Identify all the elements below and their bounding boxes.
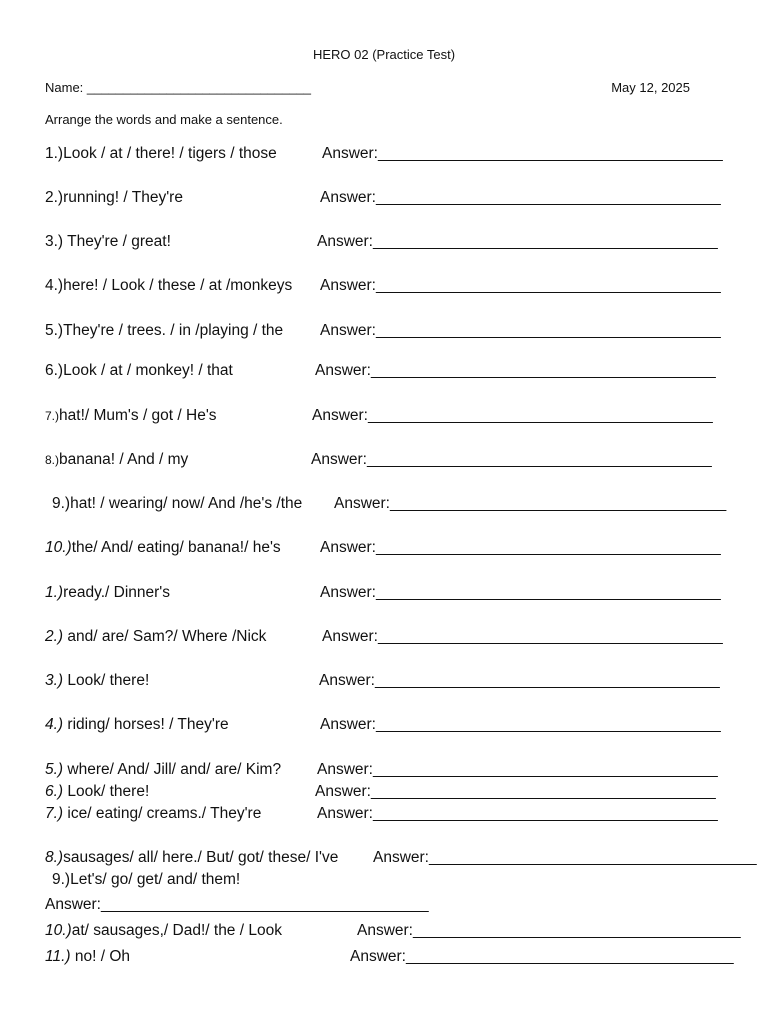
question-item — [45, 584, 170, 602]
scrambled-words: sausages/ all/ here./ But/ got/ these/ I've — [63, 849, 339, 866]
item-number: 6.) — [45, 362, 64, 379]
question-item — [45, 783, 149, 801]
answer-line[interactable]: Answer:______________________________________ — [357, 922, 741, 939]
item-number: 5.) — [45, 322, 64, 339]
scrambled-words: where/ And/ Jill/ and/ are/ Kim? — [67, 761, 282, 778]
question-item — [45, 407, 217, 425]
item-number: 6.) — [45, 783, 68, 800]
scrambled-words: Look / at / monkey! / that — [63, 362, 233, 379]
item-number: 2.) — [45, 628, 68, 645]
answer-line[interactable]: Answer:________________________________________ — [315, 783, 716, 800]
answer-line[interactable]: Answer:________________________________________ — [319, 672, 720, 689]
question-item — [45, 672, 149, 690]
item-number: 7.) — [45, 805, 68, 822]
question-item — [45, 716, 229, 734]
question-item — [45, 539, 281, 557]
answer-line[interactable]: Answer:________________________________________ — [320, 277, 721, 294]
worksheet-title: HERO 02 (Practice Test) — [312, 47, 456, 62]
scrambled-words: here! / Look / these / at /monkeys — [63, 277, 293, 294]
instructions: Arrange the words and make a sentence. — [45, 112, 283, 127]
item-number: 10.) — [45, 539, 72, 556]
question-item — [45, 322, 283, 340]
scrambled-words: banana! / And / my — [59, 451, 189, 468]
question-item — [52, 495, 302, 513]
item-number: 3.) — [45, 672, 68, 689]
answer-line[interactable]: Answer:______________________________________ — [45, 896, 429, 913]
question-item — [45, 922, 282, 940]
item-number: 11.) — [45, 948, 75, 965]
item-number: 3.) — [45, 233, 68, 250]
scrambled-words: Look/ there! — [67, 783, 150, 800]
question-item — [45, 189, 183, 207]
scrambled-words: ready./ Dinner's — [63, 584, 171, 601]
question-item — [45, 761, 281, 779]
item-number: 10.) — [45, 922, 72, 939]
answer-line[interactable]: Answer:________________________________________ — [311, 451, 712, 468]
answer-line[interactable]: Answer:________________________________________ — [312, 407, 713, 424]
item-number: 2.) — [45, 189, 64, 206]
question-item — [52, 871, 240, 889]
answer-line[interactable]: Answer:________________________________________ — [317, 761, 718, 778]
item-number: 1.) — [45, 584, 64, 601]
scrambled-words: running! / They're — [63, 189, 183, 206]
item-number: 4.) — [45, 716, 68, 733]
scrambled-words: hat! / wearing/ now/ And /he's /the — [70, 495, 303, 512]
answer-line[interactable]: Answer:________________________________________ — [317, 233, 718, 250]
name-field[interactable]: Name: _______________________________ — [45, 80, 312, 95]
scrambled-words: Look/ there! — [67, 672, 150, 689]
answer-line[interactable]: Answer:_______________________________________ — [334, 495, 727, 512]
answer-line[interactable]: Answer:________________________________________ — [322, 628, 723, 645]
question-item — [45, 233, 171, 251]
answer-line[interactable]: Answer:________________________________________ — [320, 716, 721, 733]
item-number: 8.) — [45, 849, 64, 866]
scrambled-words: no! / Oh — [74, 948, 131, 965]
scrambled-words: They're / trees. / in /playing / the — [63, 322, 284, 339]
answer-line[interactable]: Answer:______________________________________ — [373, 849, 757, 866]
scrambled-words: riding/ horses! / They're — [67, 716, 229, 733]
item-number: 5.) — [45, 761, 68, 778]
question-item — [45, 145, 277, 163]
scrambled-words: ice/ eating/ creams./ They're — [67, 805, 262, 822]
answer-line[interactable]: Answer:________________________________________ — [320, 322, 721, 339]
scrambled-words: Let's/ go/ get/ and/ them! — [70, 871, 241, 888]
scrambled-words: the/ And/ eating/ banana!/ he's — [71, 539, 281, 556]
item-number: 8.) — [45, 453, 60, 467]
answer-line[interactable]: Answer:________________________________________ — [317, 805, 718, 822]
question-item — [45, 628, 266, 646]
scrambled-words: at/ sausages,/ Dad!/ the / Look — [71, 922, 282, 939]
scrambled-words: hat!/ Mum's / got / He's — [59, 407, 217, 424]
answer-line[interactable]: Answer:________________________________________ — [320, 189, 721, 206]
answer-line[interactable]: Answer:________________________________________ — [322, 145, 723, 162]
scrambled-words: They're / great! — [67, 233, 171, 250]
question-item — [45, 362, 233, 380]
item-number: 9.) — [52, 871, 71, 888]
answer-line[interactable]: Answer:______________________________________ — [350, 948, 734, 965]
item-number: 4.) — [45, 277, 64, 294]
item-number: 9.) — [52, 495, 71, 512]
question-item — [45, 805, 261, 823]
question-item — [45, 849, 338, 867]
question-item — [45, 451, 188, 469]
scrambled-words: and/ are/ Sam?/ Where /Nick — [67, 628, 267, 645]
name-row — [45, 80, 695, 95]
item-number: 1.) — [45, 145, 64, 162]
answer-line[interactable]: Answer:________________________________________ — [320, 539, 721, 556]
item-number: 7.) — [45, 409, 60, 423]
date-text: May 12, 2025 — [611, 80, 690, 95]
question-item — [45, 948, 130, 966]
answer-line[interactable]: Answer:________________________________________ — [320, 584, 721, 601]
question-item — [45, 277, 292, 295]
scrambled-words: Look / at / there! / tigers / those — [63, 145, 277, 162]
answer-line[interactable]: Answer:________________________________________ — [315, 362, 716, 379]
